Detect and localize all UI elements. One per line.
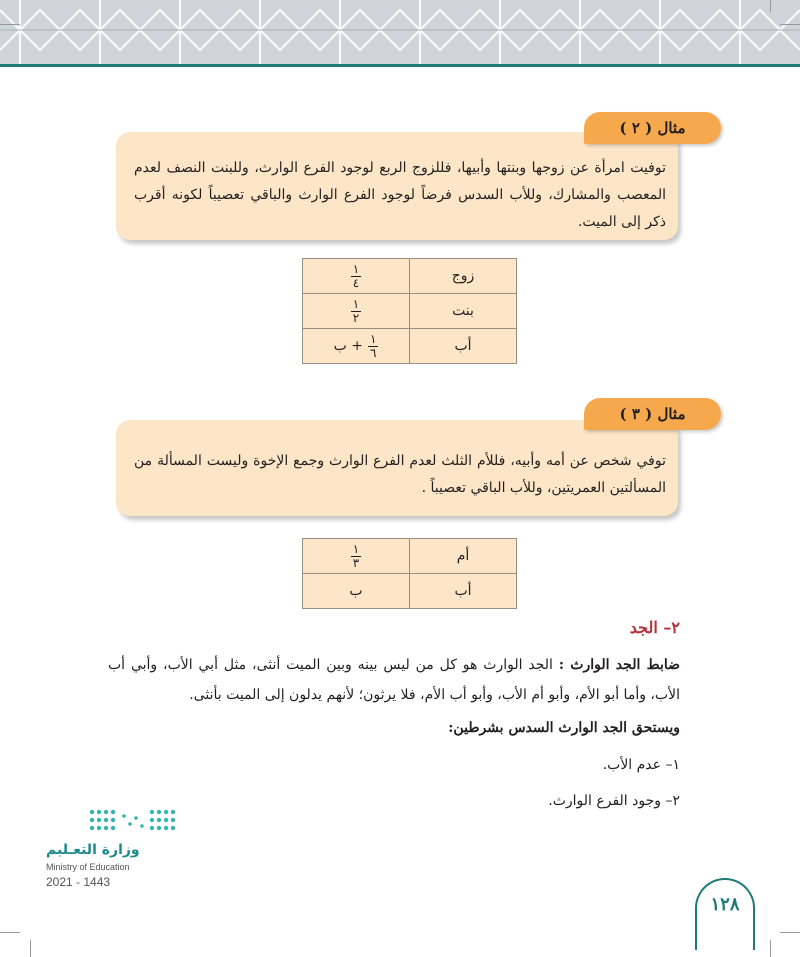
heir-cell: أب [410,329,517,364]
ministry-name-english: Ministry of Education [46,862,130,872]
header-ornament [0,0,800,66]
remainder-mark: + ب [333,338,363,354]
example-3-table [302,538,517,609]
rule-label: ضابط الجد الوارث : [558,657,680,673]
ministry-logo [40,806,200,896]
example-2-label: مثال ( ٢ ) [584,112,721,144]
geometric-pattern-icon [0,0,800,66]
crop-mark [770,940,771,957]
condition-1: ١– عدم الأب. [602,757,680,773]
heir-cell: زوج [410,259,517,294]
heir-cell: بنت [410,294,517,329]
ministry-name-arabic: وزارة التعـليم [46,842,140,858]
table-row [303,539,517,574]
rule-paragraph [108,650,680,710]
crop-mark [0,24,20,25]
table-row [303,329,517,364]
rule-text: الجد الوارث هو كل من ليس بينه وبين الميت أنثى، مثل أبي الأب، وأبي أب الأب، وأما أبو الأم، وأبو أم الأب، وأبو أب الأم، فلا يرثون؛ لأنهم يدلون إلى الميت بأنثى. [108,657,680,703]
crop-mark [780,932,800,933]
crop-mark [30,940,31,957]
section-heading: ٢– الجد [629,618,680,637]
example-3-label: مثال ( ٣ ) [584,398,721,430]
share-cell [303,329,410,364]
share-cell [303,539,410,574]
fraction: $\frac{١}{٤}$ [352,261,360,290]
page-number: ١٢٨ [695,878,755,950]
fraction: $\frac{١}{٦}$ [369,331,377,360]
crop-mark [770,0,771,12]
heir-cell: أب [410,574,517,609]
table-row [303,259,517,294]
fraction: $\frac{١}{٢}$ [352,296,360,325]
heir-cell: أم [410,539,517,574]
example-2-table [302,258,517,364]
fraction: $\frac{١}{٣}$ [352,541,360,570]
dot-pattern-icon [88,806,228,838]
share-cell: ب [303,574,410,609]
condition-2: ٢– وجود الفرع الوارث. [548,793,680,809]
crop-mark [780,24,800,25]
crop-mark [0,932,20,933]
example-2-text: توفيت امرأة عن زوجها وبنتها وأبيها، فللزوج الربع لوجود الفرع الوارث، وللبنت النصف لعدم المعصب والمشارك، وللأب السدس فرضاً لوجود الفرع الوارث والباقي تعصيباً لكونه أقرب ذكر إلى الميت. [134,160,666,230]
share-cell [303,294,410,329]
share-cell [303,259,410,294]
header-divider [0,64,800,67]
table-row [303,294,517,329]
conditions-heading: ويستحق الجد الوارث السدس بشرطين: [448,720,680,736]
edition-year: 2021 - 1443 [46,875,111,889]
example-3-text: توفي شخص عن أمه وأبيه، فللأم الثلث لعدم الفرع الوارث وجمع الإخوة وليست المسألة من المسألتين العمريتين، وللأب الباقي تعصيباً . [134,453,666,496]
table-row [303,574,517,609]
